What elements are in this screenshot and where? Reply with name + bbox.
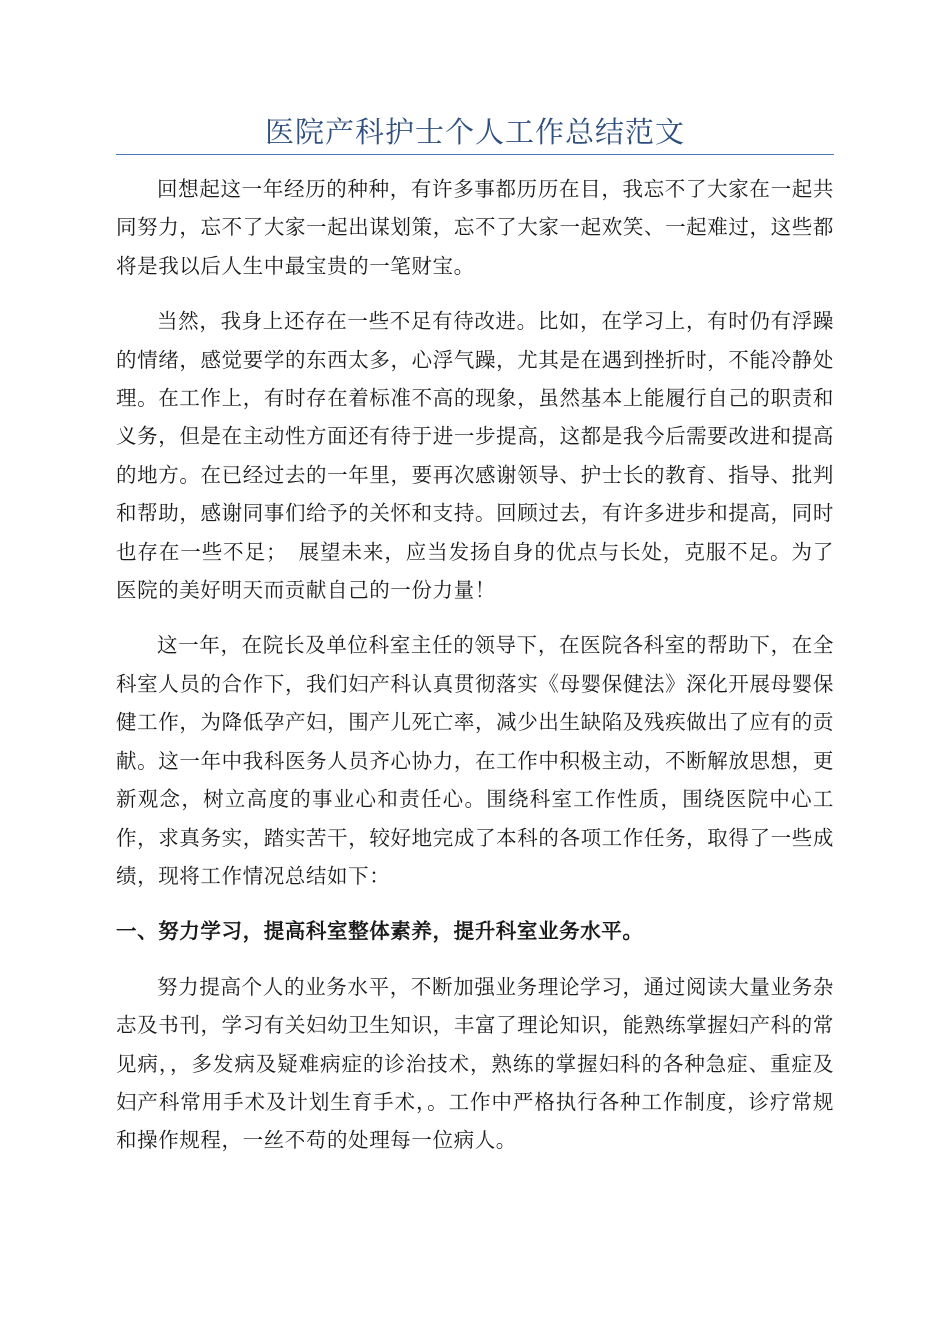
title-underline: [116, 154, 834, 155]
paragraph-year-summary: 这一年，在院长及单位科室主任的领导下，在医院各科室的帮助下，在全科室人员的合作下，我们妇产科认真贯彻落实《母婴保健法》深化开展母婴保健工作，为降低孕产妇，围产儿死亡率，减少出生缺陷及残疾做出了应有的贡献。这一年中我科医务人员齐心协力，在工作中积极主动，不断解放思想，更新观念，树立高度的事业心和责任心。围绕科室工作性质，围绕医院中心工作，求真务实，踏实苦干，较好地完成了本科的各项工作任务，取得了一些成绩，现将工作情况总结如下：: [116, 633, 834, 888]
paragraph-reflection: 回想起这一年经历的种种，有许多事都历历在目，我忘不了大家在一起共同努力，忘不了大家一起出谋划策，忘不了大家一起欢笑、一起难过，这些都将是我以后人生中最宝贵的一笔财宝。: [116, 177, 834, 278]
section-heading: 一、努力学习，提高科室整体素养，提升科室业务水平。: [116, 919, 644, 944]
document-title: 医院产科护士个人工作总结范文: [264, 115, 685, 149]
paragraph-study: 努力提高个人的业务水平，不断加强业务理论学习，通过阅读大量业务杂志及书刊，学习有关妇幼卫生知识，丰富了理论知识，能熟练掌握妇产科的常见病，，多发病及疑难病症的诊治技术，熟练的掌握妇科的各种急症、重症及妇产科常用手术及计划生育手术，。工作中严格执行各种工作制度，诊疗常规和操作规程，一丝不苟的处理每一位病人。: [116, 974, 834, 1153]
document-body: [116, 170, 834, 1177]
paragraph-shortcomings: 当然，我身上还存在一些不足有待改进。比如，在学习上，有时仍有浮躁的情绪，感觉要学的东西太多，心浮气躁，尤其是在遇到挫折时，不能冷静处理。在工作上，有时存在着标准不高的现象，虽然基本上能履行自己的职责和义务，但是在主动性方面还有待于进一步提高，这都是我今后需要改进和提高的地方。在已经过去的一年里，要再次感谢领导、护士长的教育、指导、批判和帮助，感谢同事们给予的关怀和支持。回顾过去，有许多进步和提高，同时也存在一些不足； 展望未来，应当发扬自身的优点与长处，克服不足。为了医院的美好明天而贡献自己的一份力量！: [116, 309, 834, 603]
